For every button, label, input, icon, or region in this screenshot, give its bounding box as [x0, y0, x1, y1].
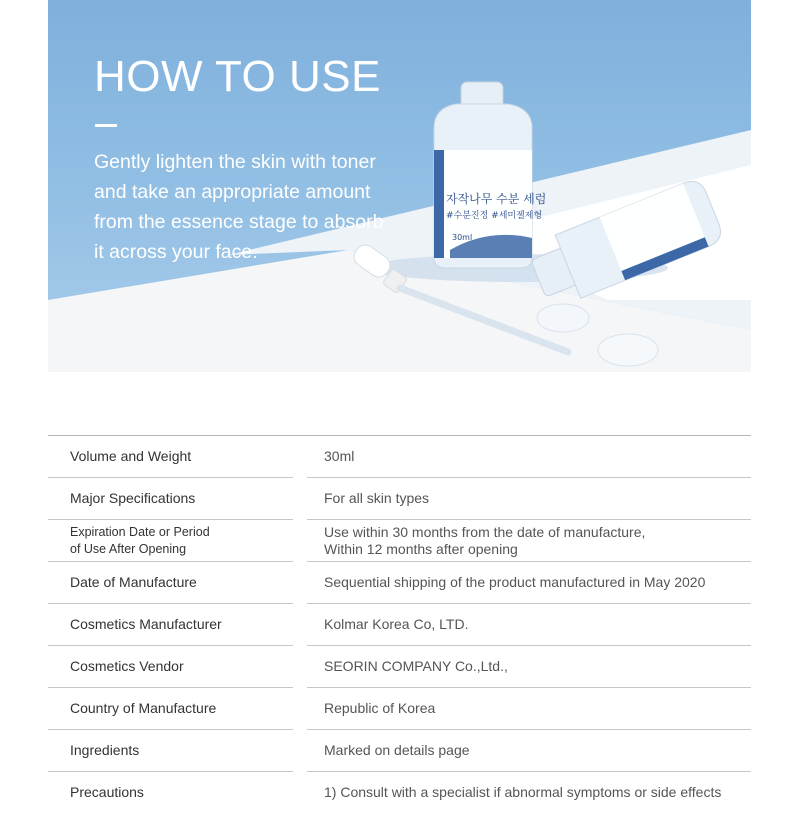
table-row — [48, 520, 751, 562]
spec-value: Sequential shipping of the product manufactured in May 2020 — [307, 562, 751, 604]
table-row — [48, 436, 751, 478]
spec-value: 1) Consult with a specialist if abnormal symptoms or side effects — [307, 772, 751, 813]
how-to-use-hero — [48, 0, 751, 372]
usage-description: Gently lighten the skin with toner and take an appropriate amount from the essence stage to absorb it across your face. — [94, 147, 394, 267]
table-row — [48, 688, 751, 730]
serum-bottle-upright — [434, 82, 532, 268]
spec-label: Country of Manufacture — [48, 688, 293, 730]
spec-value: Republic of Korea — [307, 688, 751, 730]
spec-label: Ingredients — [48, 730, 293, 772]
spec-label: Cosmetics Vendor — [48, 646, 293, 688]
spec-label: Major Specifications — [48, 478, 293, 520]
table-row — [48, 604, 751, 646]
product-spec-table — [48, 435, 751, 813]
bottle-label-name: 자작나무 수분 세럼 — [446, 190, 546, 207]
table-row — [48, 646, 751, 688]
serum-drop — [598, 334, 658, 366]
spec-value-line: Use within 30 months from the date of manufacture, — [324, 524, 751, 541]
spec-value: Kolmar Korea Co, LTD. — [307, 604, 751, 646]
spec-value: 30ml — [307, 436, 751, 478]
spec-label: Cosmetics Manufacturer — [48, 604, 293, 646]
table-row — [48, 772, 751, 813]
spec-label — [48, 520, 293, 562]
table-row — [48, 478, 751, 520]
spec-value: Marked on details page — [307, 730, 751, 772]
serum-drop — [537, 304, 589, 332]
spec-label-line: of Use After Opening — [70, 541, 293, 558]
spec-value: For all skin types — [307, 478, 751, 520]
spec-value — [307, 520, 751, 562]
title-divider — [95, 124, 117, 127]
spec-value-line: Within 12 months after opening — [324, 541, 751, 558]
bottle-label-tags: #수분진정 #세미젤제형 — [446, 208, 542, 221]
table-row — [48, 730, 751, 772]
spec-label-line: Expiration Date or Period — [70, 524, 293, 541]
bottle-label-volume: 30ml — [452, 233, 472, 242]
spec-label: Volume and Weight — [48, 436, 293, 478]
page-title: HOW TO USE — [94, 52, 381, 102]
spec-value: SEORIN COMPANY Co.,Ltd., — [307, 646, 751, 688]
spec-label: Date of Manufacture — [48, 562, 293, 604]
table-row — [48, 562, 751, 604]
spec-label: Precautions — [48, 772, 293, 813]
